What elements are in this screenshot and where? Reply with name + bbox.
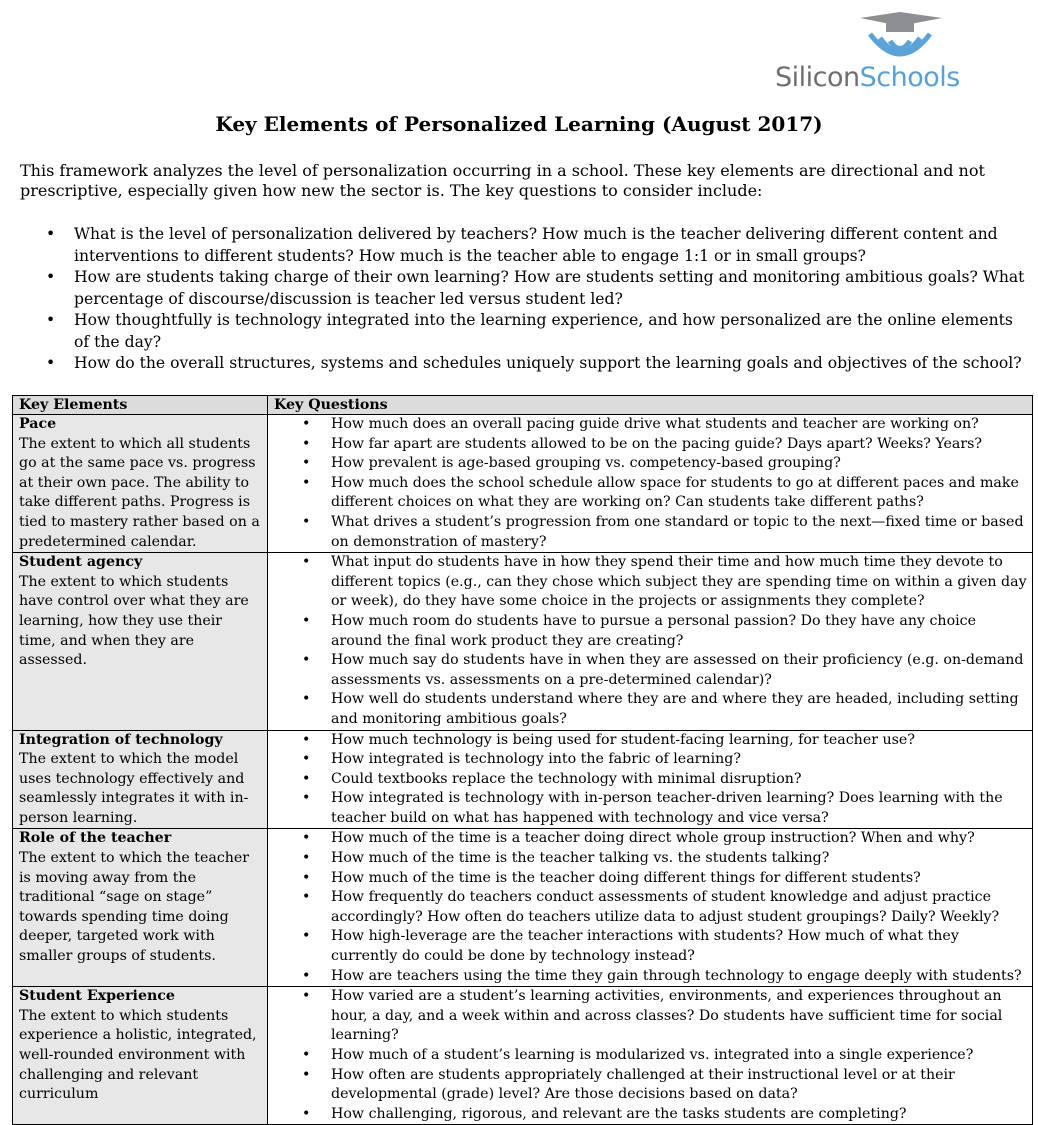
element-cell — [13, 730, 268, 829]
questions-cell — [268, 553, 1033, 730]
question-item: • How high-leverage are the teacher interactions with students? How much of what they currently do could be done by technology instead? — [274, 927, 1028, 966]
questions-cell — [268, 730, 1033, 829]
element-cell — [13, 987, 268, 1125]
question-item: • How prevalent is age-based grouping vs. competency-based grouping? — [274, 454, 1028, 474]
question-item: • How much of the time is a teacher doing direct whole group instruction? When and why? — [274, 829, 1028, 849]
questions-cell — [268, 987, 1033, 1125]
element-description: The extent to which students experience a holistic, integrated, well-rounded environment with challenging and relevant curriculum — [19, 1007, 257, 1103]
questions-cell — [268, 829, 1033, 987]
question-item: • How much does the school schedule allow space for students to go at different paces and make different choices on what they are working on? Can students take different paths? — [274, 474, 1028, 513]
question-item: • How frequently do teachers conduct assessments of student knowledge and adjust practice accordingly? How often do teachers utilize data to adjust student groupings? Daily? Weekly? — [274, 888, 1028, 927]
element-description: The extent to which the teacher is moving away from the traditional “sage on stage” towards spending time doing deeper, targeted work with smaller groups of students. — [19, 850, 250, 965]
logo-wordmark: SiliconSchools — [775, 62, 960, 93]
list-item: • How do the overall structures, systems and schedules uniquely support the learning goals and objectives of the school? — [20, 353, 1025, 375]
question-item: • How varied are a student’s learning activities, environments, and experiences throughout an hour, a day, and a week within and across classes? Do students have sufficient time for social learning? — [274, 987, 1028, 1046]
questions-cell — [268, 415, 1033, 553]
element-description: The extent to which students have control over what they are learning, how they use their time, and when they are assessed. — [19, 573, 249, 669]
element-name: Student Experience — [19, 988, 175, 1005]
question-item: • How often are students appropriately challenged at their instructional level or at their developmental (grade) level? Are those decisions based on data? — [274, 1066, 1028, 1105]
table-row — [13, 829, 1033, 987]
table-row — [13, 730, 1033, 829]
question-item: • What input do students have in how they spend their time and how much time they devote to different topics (e.g., can they chose which subject they are spending time on within a given day or week), do they have some choice in the projects or assignments they complete? — [274, 553, 1028, 612]
element-cell — [13, 415, 268, 553]
element-name: Integration of technology — [19, 731, 223, 748]
question-item: • Could textbooks replace the technology with minimal disruption? — [274, 770, 1028, 790]
question-item: • How far apart are students allowed to be on the pacing guide? Days apart? Weeks? Years? — [274, 435, 1028, 455]
table-header-row — [13, 396, 1033, 415]
key-elements-table — [12, 395, 1033, 1125]
question-item: • How much say do students have in when they are assessed on their proficiency (e.g. on-demand assessments vs. assessments on a pre-determined calendar)? — [274, 651, 1028, 690]
list-item: • How are students taking charge of their own learning? How are students setting and monitoring ambitious goals? What percentage of discourse/discussion is teacher led versus student led? — [20, 267, 1025, 310]
intro-paragraph: This framework analyzes the level of personalization occurring in a school. These key elements are directional and not prescriptive, especially given how new the sector is. The key questions to consider include: — [20, 161, 985, 200]
mortarboard-wifi-icon — [850, 10, 950, 66]
question-item: • How much of a student’s learning is modularized vs. integrated into a single experience? — [274, 1046, 1028, 1066]
question-item: • How integrated is technology with in-person teacher-driven learning? Does learning with the teacher build on what has happened with technology and vice versa? — [274, 789, 1028, 828]
table-row — [13, 987, 1033, 1125]
element-name: Pace — [19, 416, 57, 432]
question-item: • How integrated is technology into the fabric of learning? — [274, 750, 1028, 770]
question-item: • How much room do students have to pursue a personal passion? Do they have any choice around the final work product they are creating? — [274, 612, 1028, 651]
question-item: • How much of the time is the teacher doing different things for different students? — [274, 869, 1028, 889]
key-questions-list — [20, 224, 1025, 375]
question-item: • How much of the time is the teacher talking vs. the students talking? — [274, 849, 1028, 869]
question-item: • How challenging, rigorous, and relevant are the tasks students are completing? — [274, 1105, 1028, 1125]
list-item: • What is the level of personalization delivered by teachers? How much is the teacher delivering different content and interventions to different students? How much is the teacher able to engage 1:1 or in small groups? — [20, 224, 1025, 267]
element-name: Student agency — [19, 554, 143, 571]
question-item: • How much technology is being used for student-facing learning, for teacher use? — [274, 731, 1028, 751]
header-key-questions: Key Questions — [268, 396, 1033, 415]
silicon-schools-logo — [770, 10, 1000, 92]
table-row — [13, 553, 1033, 730]
question-item: • How are teachers using the time they gain through technology to engage deeply with students? — [274, 967, 1028, 987]
element-name: Role of the teacher — [19, 830, 172, 847]
header-key-elements: Key Elements — [13, 396, 268, 415]
table-row — [13, 415, 1033, 553]
element-description: The extent to which all students go at the same pace vs. progress at their own pace. The ability to take different paths. Progress is tied to mastery rather based on a predetermined calendar. — [19, 435, 260, 550]
question-item: • How well do students understand where they are and where they are headed, including setting and monitoring ambitious goals? — [274, 690, 1028, 729]
element-cell — [13, 553, 268, 730]
question-item: • How much does an overall pacing guide drive what students and teacher are working on? — [274, 415, 1028, 435]
list-item: • How thoughtfully is technology integrated into the learning experience, and how personalized are the online elements of the day? — [20, 310, 1025, 353]
page-title: Key Elements of Personalized Learning (August 2017) — [215, 112, 823, 136]
element-description: The extent to which the model uses technology effectively and seamlessly integrates it with in-person learning. — [19, 751, 249, 826]
element-cell — [13, 829, 268, 987]
question-item: • What drives a student’s progression from one standard or topic to the next—fixed time or based on demonstration of mastery? — [274, 513, 1028, 552]
